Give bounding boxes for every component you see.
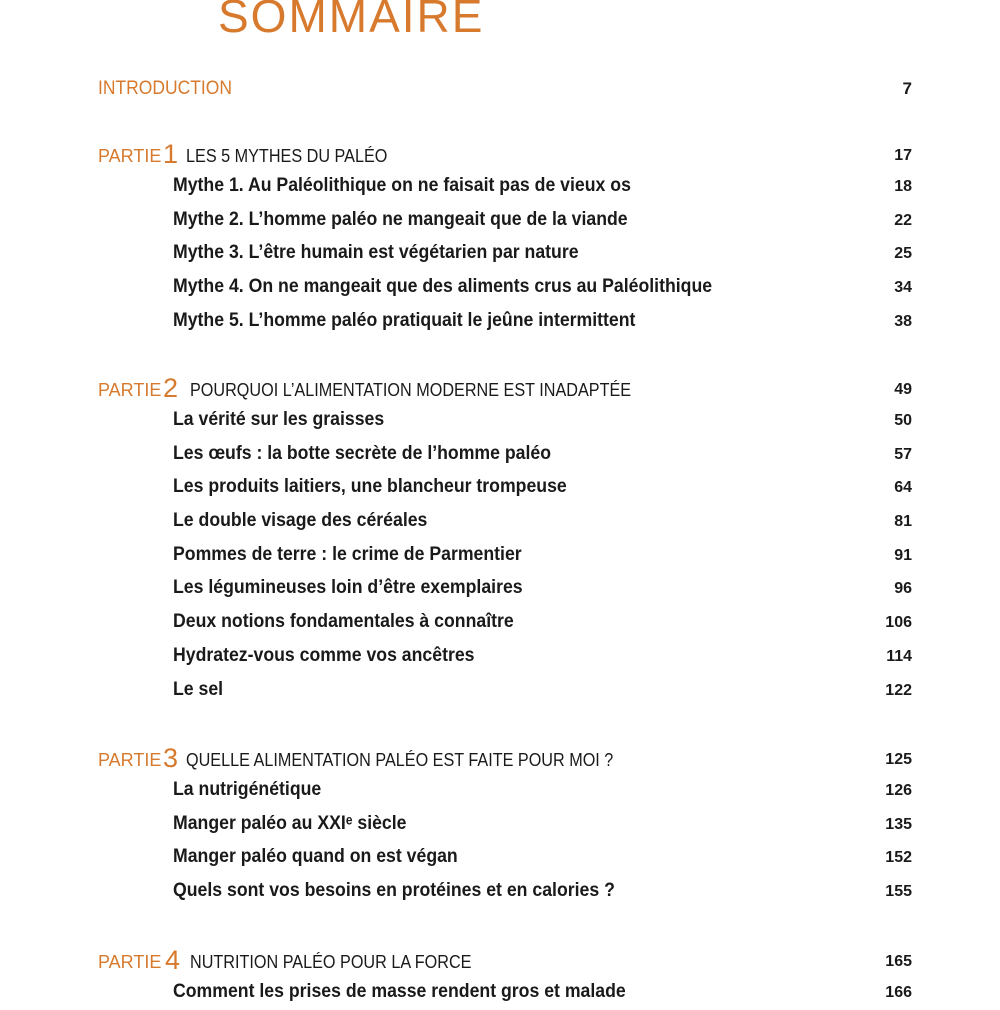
toc-entry[interactable] [98, 674, 912, 708]
toc-entry[interactable] [98, 572, 912, 606]
entry-title: Le sel [173, 678, 224, 700]
part-word: PARTIE [98, 750, 162, 770]
part-2-section [98, 374, 912, 707]
introduction-page: 7 [902, 79, 912, 98]
entry-page: 91 [894, 546, 912, 564]
entry-page: 135 [885, 815, 912, 833]
part-title: NUTRITION PALÉO POUR LA FORCE [190, 952, 472, 972]
entry-title: Comment les prises de masse rendent gros et malade [173, 981, 626, 1002]
introduction-label: INTRODUCTION [98, 78, 233, 99]
toc-entry[interactable] [98, 305, 912, 339]
page-title: SOMMAIRE [218, 0, 485, 42]
toc-entry[interactable] [98, 774, 912, 808]
entry-page: 152 [885, 849, 912, 867]
toc-entry[interactable] [98, 976, 912, 1010]
part-number: 4 [165, 945, 181, 975]
entry-title: Hydratez-vous comme vos ancêtres [173, 644, 475, 666]
part-1-section [98, 140, 912, 338]
entry-page: 50 [894, 412, 912, 429]
entry-title: Mythe 2. L’homme paléo ne mangeait que de la viande [173, 208, 628, 230]
part-3-section [98, 744, 912, 909]
part-title: QUELLE ALIMENTATION PALÉO EST FAITE POUR MOI ? [186, 750, 614, 770]
entry-title: La vérité sur les graisses [173, 409, 385, 430]
toc-entry[interactable] [98, 505, 912, 539]
toc-entry[interactable] [98, 170, 912, 204]
toc-entry[interactable] [98, 539, 912, 573]
entry-title: Pommes de terre : le crime de Parmentier [173, 543, 522, 565]
entry-page: 114 [886, 647, 912, 665]
part-1-header[interactable] [98, 140, 912, 170]
entry-page: 18 [894, 178, 912, 195]
entry-title: Manger paléo quand on est végan [173, 846, 458, 868]
entry-page: 38 [894, 312, 912, 330]
toc-entry[interactable] [98, 471, 912, 505]
part-word: PARTIE [98, 380, 162, 400]
entry-title: Manger paléo au XXIᵉ siècle [173, 812, 407, 834]
entry-page: 96 [894, 580, 912, 598]
part-word: PARTIE [98, 952, 162, 972]
toc-entry[interactable] [98, 404, 912, 438]
part-page: 165 [885, 953, 912, 970]
toc-entry[interactable] [98, 204, 912, 238]
entry-page: 81 [894, 513, 912, 531]
part-number: 1 [163, 139, 179, 169]
part-4-header[interactable] [98, 946, 912, 976]
toc-entry[interactable] [98, 237, 912, 271]
entry-page: 57 [894, 445, 912, 463]
toc-entry[interactable] [98, 438, 912, 472]
introduction-entry[interactable] [98, 76, 912, 102]
part-2-header[interactable] [98, 374, 912, 404]
entry-page: 64 [894, 479, 912, 497]
entry-page: 106 [885, 614, 912, 632]
entry-title: Quels sont vos besoins en protéines et en calories ? [173, 880, 615, 902]
part-title: POURQUOI L’ALIMENTATION MODERNE EST INADAPTÉE [190, 380, 632, 400]
part-number: 2 [163, 373, 179, 403]
entry-title: Mythe 1. Au Paléolithique on ne faisait pas de vieux os [173, 175, 631, 196]
part-title: LES 5 MYTHES DU PALÉO [186, 146, 388, 166]
part-3-header[interactable] [98, 744, 912, 774]
part-word: PARTIE [98, 146, 162, 166]
toc-entry[interactable] [98, 271, 912, 305]
entry-title: La nutrigénétique [173, 779, 322, 800]
entry-title: Mythe 4. On ne mangeait que des aliments crus au Paléolithique [173, 276, 713, 298]
entry-page: 166 [885, 984, 912, 1001]
toc-entry[interactable] [98, 606, 912, 640]
toc-entry[interactable] [98, 808, 912, 842]
toc-entry[interactable] [98, 875, 912, 909]
entry-page: 126 [885, 782, 912, 799]
toc-entry[interactable] [98, 841, 912, 875]
entry-title: Les légumineuses loin d’être exemplaires [173, 577, 523, 599]
entry-title: Mythe 5. L’homme paléo pratiquait le jeûne intermittent [173, 309, 636, 331]
entry-page: 155 [885, 883, 912, 901]
entry-title: Deux notions fondamentales à connaître [173, 611, 514, 633]
entry-title: Les œufs : la botte secrète de l’homme paléo [173, 442, 552, 464]
part-number: 3 [163, 743, 179, 773]
toc-entry[interactable] [98, 640, 912, 674]
part-4-section [98, 946, 912, 1010]
entry-page: 25 [894, 245, 912, 263]
part-page: 49 [894, 381, 912, 398]
part-page: 17 [894, 147, 912, 164]
part-page: 125 [885, 751, 912, 768]
entry-page: 122 [885, 681, 912, 699]
entry-page: 22 [894, 211, 912, 229]
entry-page: 34 [894, 279, 912, 297]
entry-title: Le double visage des céréales [173, 510, 428, 532]
entry-title: Les produits laitiers, une blancheur trompeuse [173, 476, 567, 498]
entry-title: Mythe 3. L’être humain est végétarien par nature [173, 242, 579, 264]
